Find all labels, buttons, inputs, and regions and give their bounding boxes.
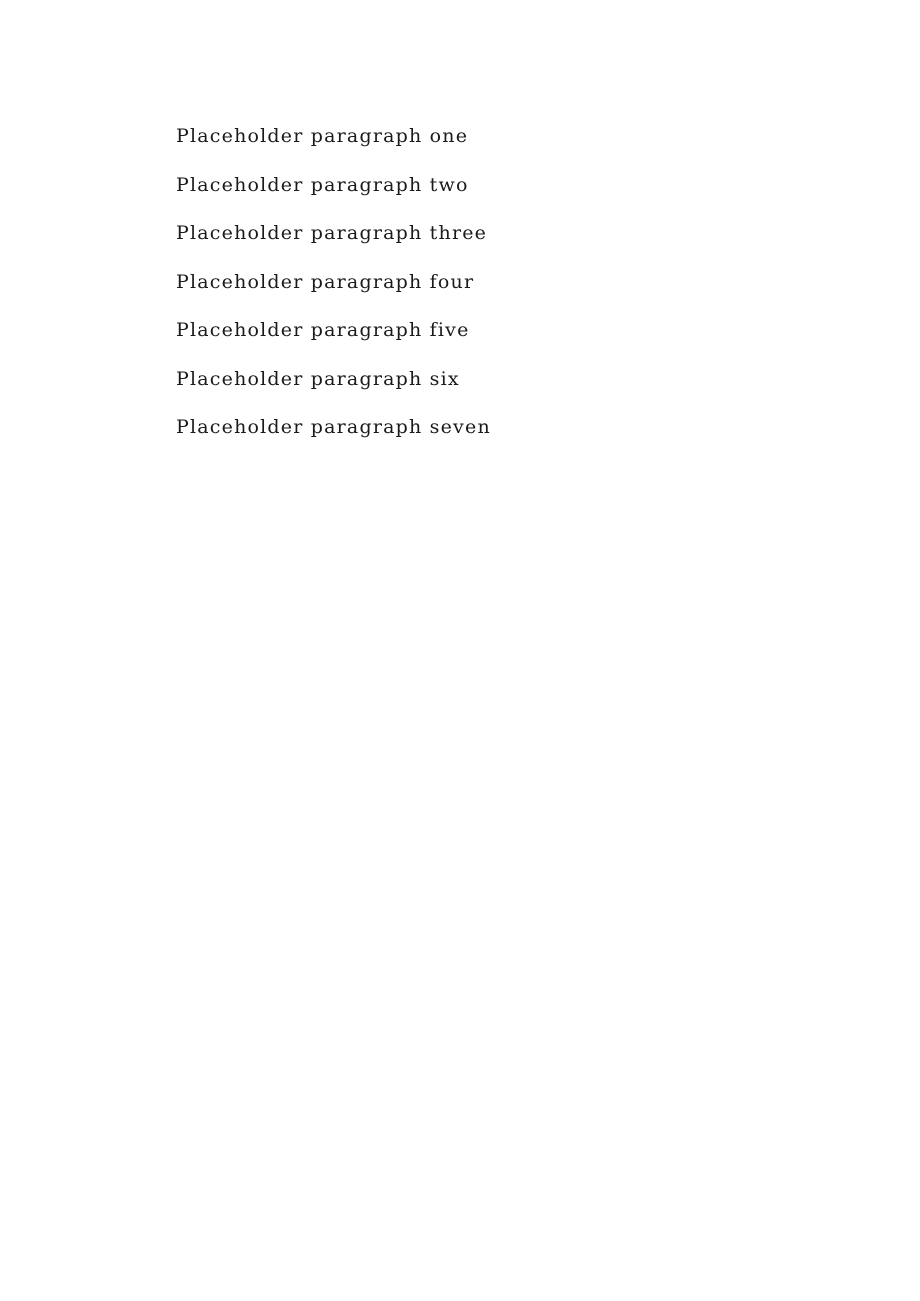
- paragraph-diagnosis-difficulty: Placeholder paragraph seven: [176, 416, 491, 438]
- paragraph-physical-exam: Placeholder paragraph three: [176, 222, 488, 244]
- paragraph-urethra-anatomy: Placeholder paragraph one: [176, 125, 469, 147]
- document-body: [138, 112, 798, 452]
- paragraph-acute-symptoms: Placeholder paragraph two: [176, 173, 469, 196]
- paragraph-medication-advice: Placeholder paragraph six: [176, 367, 460, 390]
- paragraph-prescription: Placeholder paragraph five: [176, 319, 470, 341]
- paragraph-tcm-cause: Placeholder paragraph four: [176, 270, 475, 293]
